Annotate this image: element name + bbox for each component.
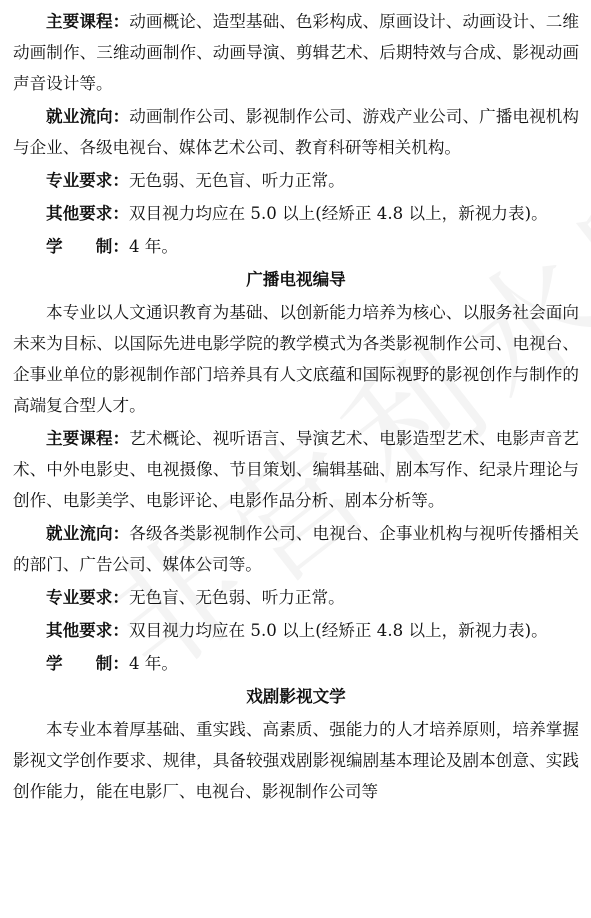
career-text: 动画制作公司、影视制作公司、游戏产业公司、广播电视机构与企业、各级电视台、媒体艺术公司、教育科研等相关机构。	[13, 107, 580, 157]
courses-label: 主要课程：	[46, 12, 130, 31]
courses-paragraph	[13, 6, 579, 99]
duration-label: 学 制：	[46, 237, 129, 256]
career-label: 就业流向：	[46, 107, 130, 126]
other-requirement-text: 双目视力均应在 5.0 以上(经矫正 4.8 以上，新视力表)。	[128, 204, 548, 223]
major-requirement-text: 无色弱、无色盲、听力正常。	[128, 171, 345, 190]
courses-text: 动画概论、造型基础、色彩构成、原画设计、动画设计、二维动画制作、三维动画制作、动画导演、剪辑艺术、后期特效与合成、影视动画声音设计等。	[13, 12, 580, 93]
major-requirement-label: 专业要求：	[46, 171, 129, 190]
courses-text: 艺术概论、视听语言、导演艺术、电影造型艺术、电影声音艺术、中外电影史、电视摄像、节目策划、编辑基础、剧本写作、纪录片理论与创作、电影美学、电影评论、电影作品分析、剧本分析等。	[13, 429, 580, 510]
duration-paragraph	[13, 648, 579, 679]
duration-label: 学 制：	[46, 654, 129, 673]
career-label: 就业流向：	[46, 524, 130, 543]
courses-label: 主要课程：	[46, 429, 130, 448]
other-requirement-text: 双目视力均应在 5.0 以上(经矫正 4.8 以上，新视力表)。	[128, 621, 548, 640]
major-requirement-text: 无色盲、无色弱、听力正常。	[128, 588, 345, 607]
major-requirement-label: 专业要求：	[46, 588, 129, 607]
duration-text: 4 年。	[128, 654, 178, 673]
career-paragraph	[13, 518, 579, 580]
other-requirement-label: 其他要求：	[46, 204, 129, 223]
section-title-drama-film-literature: 戏剧影视文学	[246, 687, 346, 706]
other-requirement-paragraph	[13, 615, 579, 646]
major-requirement-paragraph	[13, 165, 579, 196]
section-title-broadcast-directing: 广播电视编导	[246, 270, 346, 289]
courses-paragraph	[13, 423, 579, 516]
major-requirement-paragraph	[13, 582, 579, 613]
career-text: 各级各类影视制作公司、电视台、企事业机构与视听传播相关的部门、广告公司、媒体公司等。	[13, 524, 580, 574]
section-intro: 本专业本着厚基础、重实践、高素质、强能力的人才培养原则，培养掌握影视文学创作要求、规律，具备较强戏剧影视编剧基本理论及剧本创意、实践创作能力，能在电影厂、电视台、影视制作公司等	[13, 720, 579, 801]
section-intro: 本专业以人文通识教育为基础、以创新能力培养为核心、以服务社会面向未来为目标、以国际先进电影学院的教学模式为各类影视制作公司、电视台、企事业单位的影视制作部门培养具有人文底蕴和国际视野的影视创作与制作的高端复合型人才。	[13, 303, 579, 415]
duration-paragraph	[13, 231, 579, 262]
document-page	[13, 6, 579, 807]
other-requirement-label: 其他要求：	[46, 621, 129, 640]
career-paragraph	[13, 101, 579, 163]
other-requirement-paragraph	[13, 198, 579, 229]
duration-text: 4 年。	[128, 237, 178, 256]
